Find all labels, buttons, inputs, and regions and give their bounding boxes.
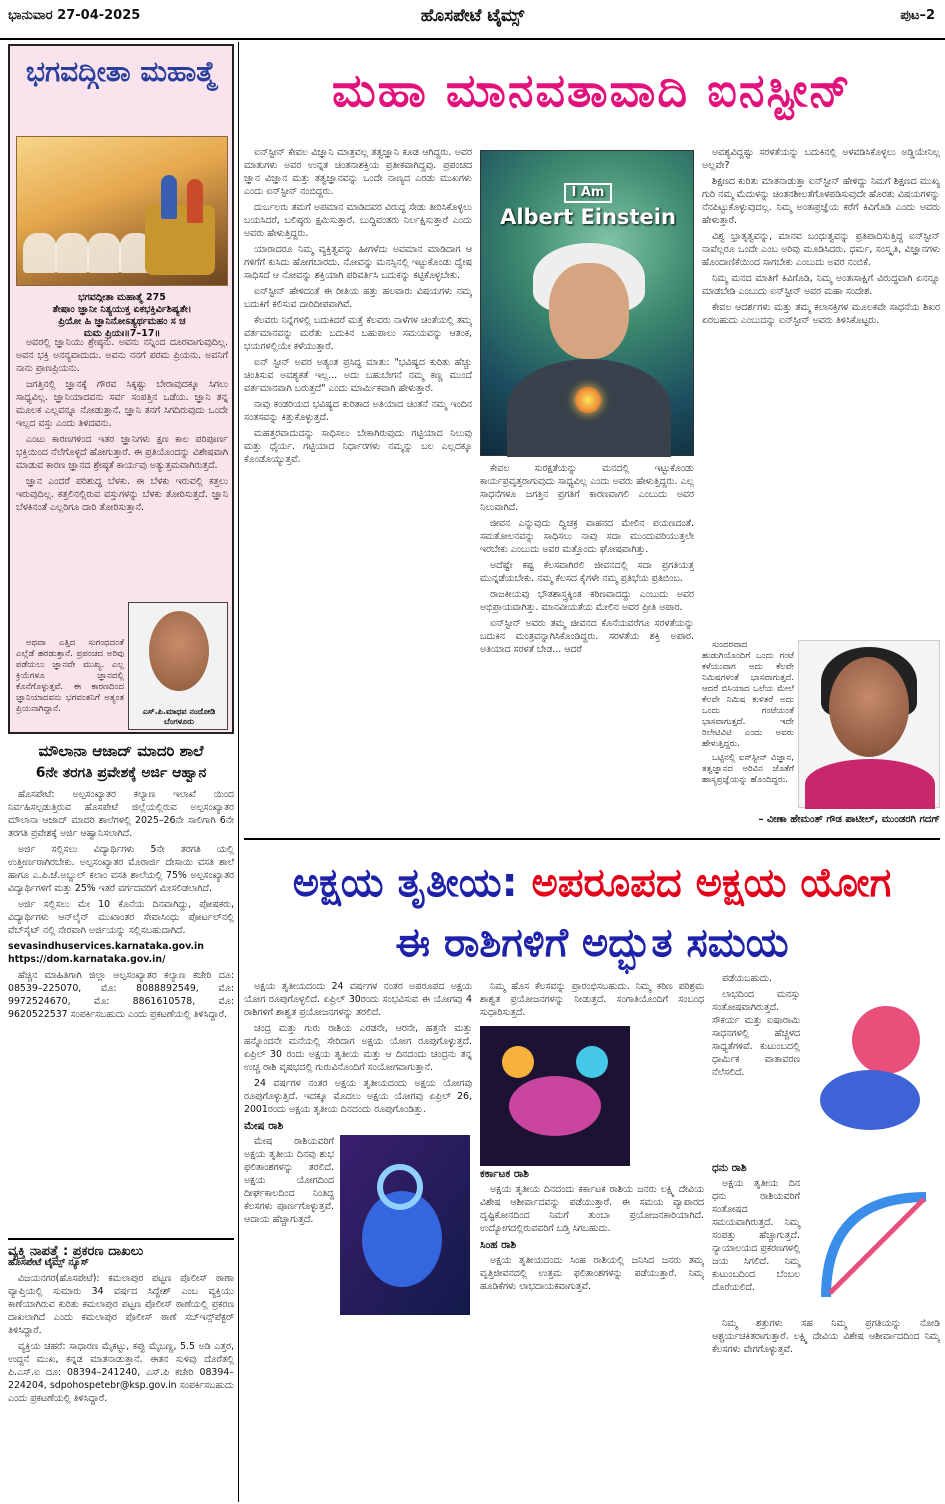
- school-news-headline-2: 6ನೇ ತರಗತಿ ಪ್ರವೇಶಕ್ಕೆ ಅರ್ಜಿ ಆಹ್ವಾನ: [35, 765, 207, 781]
- simha-text: ಅಕ್ಷಯ ತೃತೀಯದಂದು ಸಿಂಹ ರಾಶಿಯಲ್ಲಿ ಜನಿಸಿದ ಜನರು ತಮ್ಮ ವೃತ್ತಿಜೀವನದಲ್ಲಿ ಉತ್ತಮ ಫಲಿತಾಂಶಗಳನ್ನು ಪಡೆಯುತ್ತಾರೆ. ನಿಮ್ಮ ಹೂಡಿಕೆಗಳು ಲಾಭದಾಯಕವಾಗುತ್ತವೆ.: [480, 1255, 704, 1292]
- missing-news-body: [8, 1256, 234, 1500]
- akshaya-col-2: [480, 980, 704, 1500]
- einstein-col-3: [702, 146, 940, 636]
- paragraph: ಅಥವಾ ಎತ್ತಿದ ಸುಗಂಧದಂತೆ ಎಲ್ಲೆಡೆ ಹರಡುತ್ತಾನೆ. ಪ್ರಪಂಚದ ಅರಿವು ಪಡೆಯಲು ಜ್ಞಾನವೇ ಮುಖ್ಯ. ಎಲ್ಲ ಕ್ರಿಯೆಗಳೂ ಜ್ಞಾನದಲ್ಲಿ ಕೊನೆಗೊಳ್ಳುತ್ತವೆ. ಈ ಕಾರಣದಿಂದ ಜ್ಞಾನಿಯಾದವನು ಭಗವಂತನಿಗೆ ಅತ್ಯಂತ ಪ್ರಿಯನಾಗಿದ್ದಾನೆ.: [16, 638, 124, 714]
- dhanu-text: ಅಕ್ಷಯ ತೃತೀಯ ದಿನ ಧನು ರಾಶಿಯವರಿಗೆ ಸಂತೋಷದ ಸಮಯವಾಗಿರುತ್ತದೆ. ನಿಮ್ಮ ಸಂಪತ್ತು ಹೆಚ್ಚಾಗುತ್ತದೆ. ನ್ಯಾಯಾಲಯದ ಪ್ರಕರಣಗಳಲ್ಲಿ ಜಯ ಸಿಗಲಿದೆ. ನಿಮ್ಮ ಕುಟುಂಬದಿಂದ ಬೆಂಬಲ ದೊರೆಯಲಿದೆ.: [712, 1178, 800, 1293]
- paper-name: ಹೊಸಪೇಟೆ ಟೈಮ್ಸ್: [420, 6, 525, 26]
- author-sari: [805, 759, 935, 809]
- dom-karnataka-link[interactable]: https://dom.karnataka.gov.in/: [8, 954, 166, 965]
- left-column-rule: [238, 42, 239, 1502]
- einstein-portrait: [480, 150, 694, 456]
- paragraph: ಅರ್ಜಿ ಸಲ್ಲಿಸಲು ವಿದ್ಯಾರ್ಥಿಗಳು 5ನೇ ತರಗತಿ ಯಲ್ಲಿ ಉತ್ತೀರ್ಣರಾಗಿರಬೇಕು. ಅಲ್ಪಸಂಖ್ಯಾತರ ಮೊರಾರ್ಜಿ ದೇಸಾಯಿ ವಸತಿ ಶಾಲೆ ಹಾಗೂ ಎ.ಪಿ.ಜೆ.ಅಬ್ದುಲ್ ಕಲಾಂ ವಸತಿ ಶಾಲೆಯಲ್ಲಿ 75% ಅಲ್ಪಸಂಖ್ಯಾತರ ವಿದ್ಯಾರ್ಥಿಗಳಿಗೆ ಮತ್ತು 25% ಇತರೆ ವರ್ಗದವರಿಗೆ ಮೀಸಲಿಡಲಾಗಿದೆ.: [8, 844, 234, 894]
- einstein-col-1: [244, 146, 472, 834]
- akshaya-headline-line-1: [244, 856, 940, 910]
- mesha-text: ಮೇಷ ರಾಶಿಯವರಿಗೆ ಅಕ್ಷಯ ತೃತೀಯ ದಿನವು ಶುಭ ಫಲಿತಾಂಶಗಳನ್ನು ತರಲಿದೆ. ಅಕ್ಷಯ ಯೋಗದಿಂದ ದೀರ್ಘಕಾಲದಿಂದ ನಿಂತಿದ್ದ ಕೆಲಸಗಳು ಪೂರ್ಣಗೊಳ್ಳುತ್ತವೆ. ಆದಾಯ ಹೆಚ್ಚಾಗುತ್ತದೆ.: [244, 1136, 334, 1225]
- paragraph: ಸುಂದರವಾದ ಹುಡುಗಿಯೊಂದಿಗೆ ಒಂದು ಗಂಟೆ ಕಳೆಯುವಾಗ ಅದು ಕೆಲವೇ ನಿಮಿಷಗಳಂತೆ ಭಾಸವಾಗುತ್ತದೆ. ಆದರೆ ಬಿಸಿಯಾದ ಒಲೆಯ ಮೇಲೆ ಕೆಲವೇ ನಿಮಿಷ ಕುಳಿತರೆ ಅದು ಒಂದು ಗಂಟೆಯಂತೆ ಭಾಸವಾಗುತ್ತದೆ. ಇದೇ ರಿಲೇಟಿವಿಟಿ ಎಂದು ಅವರು ಹೇಳುತ್ತಿದ್ದರು.: [702, 640, 794, 749]
- akshaya-col-3: [712, 972, 940, 1500]
- author-face: [829, 657, 909, 757]
- school-news-headline: [8, 740, 234, 784]
- einstein-col-2: [480, 462, 694, 834]
- paragraph: ರಾಜಕೀಯವು ಭೌತಶಾಸ್ತ್ರಕ್ಕಿಂತ ಕಠಿಣವಾದದ್ದು ಎಂಬುದು ಅವರ ಅಭಿಪ್ರಾಯವಾಗಿತ್ತು. ಮಾನವೀಯತೆಯ ಮೇಲಿನ ಅವರ ಪ್ರೀತಿ ಅಪಾರ.: [480, 589, 694, 613]
- paragraph: ನಿಮ್ಮ ಮನದ ಮಾತಿಗೆ ಕಿವಿಗೊಡಿ, ನಿಮ್ಮ ಅಂತಃಸಾಕ್ಷಿಗೆ ವಿರುದ್ಧವಾಗಿ ಏನನ್ನೂ ಮಾಡಬೇಡಿ ಎಂಬುದು ಐನ್‌ಸ್ಟೀನ್ ಅವರ ಮಹಾ ಸಂದೇಶ.: [702, 273, 940, 297]
- paragraph: ಐನ್‌ಸ್ಟೀನ್ ಅವರು ತಮ್ಮ ಜೀವನದ ಕೊನೆಯವರೆಗೂ ಸರಳತೆಯನ್ನು ಬದುಕಿನ ಮಂತ್ರವನ್ನಾಗಿಸಿಕೊಂಡಿದ್ದರು. ಸರಳತೆಯ ಶಕ್ತಿ ಅಪಾರ. ಅತಿಯಾದ ಸರಳತೆ ಬೇಡ... ಆದರೆ: [480, 618, 694, 655]
- einstein-face: [549, 263, 629, 359]
- einstein-col-3-lower: [702, 640, 794, 812]
- paragraph: ಜಗತ್ತಿನಲ್ಲಿ ಜ್ಞಾನಕ್ಕೆ ಗೌರವ ಸಿಕ್ಕಷ್ಟು ಬೇರಾವುದಕ್ಕೂ ಸಿಗಲು ಸಾಧ್ಯವಿಲ್ಲ. ಜ್ಞಾನಿಯಾದವನು ಸರ್ವ ಸಂಪತ್ತಿನ ಒಡೆಯ. ಜ್ಞಾನಿ ತನ್ನ ಮೂಲಕ ಎಲ್ಲವನ್ನೂ ನೋಡುತ್ತಾನೆ. ಜ್ಞಾನಿ ತನಗೆ ಸಿಗದಿರುವುದು ಒಂದೇ ಇಲ್ಲದ ವಸ್ತು ಎಂದು ತಿಳಿದವನು.: [16, 379, 228, 429]
- dhanu-title: ಧನು ರಾಶಿ: [712, 1162, 747, 1174]
- masthead: [0, 0, 945, 40]
- paragraph: ಐನ್ ಸ್ಟೀನ್ ಅವರ ಅತ್ಯಂತ ಪ್ರಸಿದ್ಧ ಮಾತು: "ಭವಿಷ್ಯದ ಕುರಿತು ಹೆಚ್ಚು ಚಿಂತಿಸುವ ಅವಶ್ಯಕತೆ ಇಲ್ಲ... ಅದು ಬಹುಬೇಗನೆ ನಮ್ಮ ಕಣ್ಣ ಮುಂದೆ ವರ್ತಮಾನವಾಗಿ ಬರುತ್ತದೆ" ಎಂದು ಮಾರ್ಮಿಕವಾಗಿ ಹೇಳುತ್ತಾರೆ.: [244, 357, 472, 394]
- gita-verse: ಭಗವದ್ಗೀತಾ ಮಹಾತ್ಮೆ 275 ತೇಷಾಂ ಜ್ಞಾನೀ ನಿತ್ಯಯುಕ್ತ ಏಕಭಕ್ತಿರ್ವಿಶಿಷ್ಯತೇ। ಪ್ರಿಯೋ ಹಿ ಜ್ಞಾನಿನೋಽತ್ಯರ್ಥಮಹಂ ಸ ಚ ಮಮ ಪ್ರಿಯಃ॥7–17॥: [52, 292, 192, 339]
- paragraph: ನಾವು ಕಂಡರಿಯದ ಭವಿಷ್ಯದ ಕುರಿತಾದ ಅತಿಯಾದ ಚಿಂತನೆ ನಮ್ಮ ಇಂದಿನ ಸಂತಸವನ್ನು ಕಿತ್ತುಕೊಳ್ಳುತ್ತದೆ.: [244, 399, 472, 423]
- page-number: ಪುಟ–2: [900, 8, 935, 23]
- paragraph: ಅರ್ಜಿ ಸಲ್ಲಿಸಲು ಮೇ 10 ಕೊನೆಯ ದಿನವಾಗಿದ್ದು, ಪೋಷಕರು, ವಿದ್ಯಾರ್ಥಿಗಳು ಆನ್‌ಲೈನ್ ಮುಖಾಂತರ ಸೇವಾಸಿಂಧು ಪೋರ್ಟಲ್‌ನಲ್ಲಿ ವೆಬ್‌ಸೈಟ್ ನಲ್ಲಿ ನೇರವಾಗಿ ಅರ್ಜಿಯನ್ನು ಸಲ್ಲಿಸಬಹುದಾಗಿದೆ.: [8, 899, 234, 936]
- paragraph: ನಿಮ್ಮ ಹೊಸ ಕೆಲಸವನ್ನು ಪ್ರಾರಂಭಿಸಬಹುದು. ನಿಮ್ಮ ಕಠಿಣ ಪರಿಶ್ರಮ ಶಾಶ್ವತ ಪ್ರಯೋಜನಗಳನ್ನು ನೀಡುತ್ತದೆ. ಸಂಗಾತಿಯೊಂದಿಗೆ ಸಂಬಂಧ ಸುಧಾರಿಸುತ್ತದೆ.: [480, 981, 704, 1018]
- horse-shape: [87, 233, 121, 273]
- paragraph: ಕೆಲವರು ನಿನ್ನೆಗಳಲ್ಲಿ ಬದುಕಿದರೆ ಮತ್ತೆ ಕೆಲವರು ನಾಳೆಗಳ ಚಿಂತೆಯಲ್ಲಿ ತಮ್ಮ ವರ್ತಮಾನವನ್ನು ಮರೆತು ಬದುಕಿನ ಬಹುಪಾಲು ಸಮಯವನ್ನು ಆತಂಕ, ಭಯಗಳಲ್ಲಿಯೇ ಕಳೆಯುತ್ತಾರೆ.: [244, 315, 472, 352]
- author-name: ಎಸ್.ಪಿ.ಮಾಧವ ನಂದೋಡಿ: [142, 707, 216, 716]
- paragraph: 24 ವರ್ಷಗಳ ನಂತರ ಅಕ್ಷಯ ತೃತೀಯದಂದು ಅಕ್ಷಯ ಯೋಗವು ರೂಪುಗೊಳ್ಳುತ್ತಿದೆ. ಇದಕ್ಕೂ ಮೊದಲು ಅಕ್ಷಯ ಯೋಗವು ಏಪ್ರಿಲ್ 26, 2001ರಂದು ಅಕ್ಷಯ ತೃತೀಯ ದಿನದಂದು ರೂಪುಗೊಂಡಿತ್ತು.: [244, 1078, 472, 1115]
- paragraph: ಯಾರಾದರೂ ನಿಮ್ಮ ವ್ಯಕ್ತಿತ್ವವನ್ನು ಹೀಗಳೆದು ಅವಮಾನ ಮಾಡಿದಾಗ ಆ ಗಳಿಗೆಗೆ ಕುಸಿದು ಹೋಗಬಾರದು. ನೋವನ್ನು ಮನಸ್ಸಿನಲ್ಲಿ ಇಟ್ಟುಕೊಂಡು ದ್ವೇಷ ಸಾಧಿಸದೆ ಆ ನೋವನ್ನು ಶಕ್ತಿಯಾಗಿ ಪರಿವರ್ತಿಸಿ ಬದುಕನ್ನು ಕಟ್ಟಿಕೊಳ್ಳಬೇಕು.: [244, 244, 472, 281]
- leo-block: [712, 988, 940, 1158]
- paragraph: ಮಹತ್ತರವಾದುದನ್ನು ಸಾಧಿಸಲು ಬೇಕಾಗಿರುವುದು ಗಟ್ಟಿಯಾದ ನಿಲುವು ಮತ್ತು ಧೈರ್ಯ. ಗಟ್ಟಿಯಾದ ನಿರ್ಧಾರಗಳು ನಮ್ಮನ್ನು ಬಲ ಎಲ್ಲದಕ್ಕೂ ಕೊಂಡೊಯ್ಯುತ್ತವೆ.: [244, 428, 472, 465]
- paragraph: ಅದೆಷ್ಟೇ ಕಷ್ಟ ಕೆಲಸವಾಗಿರಲಿ ಜೀವನದಲ್ಲಿ ಸದಾ ಪ್ರಗತಿಯತ್ತ ಮುನ್ನಡೆಯಬೇಕು. ನಮ್ಮ ಕೆಲಸದ ಕೈಗಳೇ ನಮ್ಮ ಪ್ರತಿಭೆಯ ಪ್ರತಿಬಿಂಬ.: [480, 560, 694, 584]
- links-line: [8, 940, 234, 966]
- aries-illustration: [340, 1135, 470, 1315]
- mesha-block: [244, 1135, 472, 1315]
- author-photo-veena: [798, 640, 940, 808]
- contact-paragraph: ಹೆಚ್ಚಿನ ಮಾಹಿತಿಗಾಗಿ ಜಿಲ್ಲಾ ಅಲ್ಪಸಂಖ್ಯಾತರ ಕಲ್ಯಾಣ ಕಚೇರಿ ದೂ: 08539–225070, ಮೊ: 8088892549, ಮೊ: 9972524670, ಮೊ: 8861610578, ಮೊ: 9620522537 ಸಂಪರ್ಕಿಸಬಹುದು ಎಂದು ಪ್ರಕಟಣೆಯಲ್ಲಿ ತಿಳಿಸಿದ್ದಾರೆ.: [8, 970, 234, 1020]
- sagittarius-illustration: [806, 1177, 940, 1317]
- arjuna-figure: [187, 179, 203, 223]
- paragraph: ಐನ್‌ಸ್ಟೀನ್ ಕೇವಲ ವಿಜ್ಞಾನಿ ಮಾತ್ರವಲ್ಲ ತತ್ವಜ್ಞಾನಿ ಕೂಡ ಆಗಿದ್ದರು. ಅವರ ಮಾತುಗಳು ಅವರ ಉನ್ನತ ಚಿಂತನಾಶಕ್ತಿಯ ಪ್ರತೀಕವಾಗಿದ್ದವು. ಪ್ರಪಂಚದ ಜ್ಞಾನ ವಿಜ್ಞಾನ ಮತ್ತು ತತ್ವಜ್ಞಾನವನ್ನು ಒಂದೇ ನಾಣ್ಯದ ಎರಡು ಮುಖಗಳು ಎಂದು ಐನ್‌ಸ್ಟೀನ್ ನಂಬಿದ್ದರು.: [244, 147, 472, 197]
- einstein-banner: [497, 177, 679, 229]
- paragraph: ಪಡೆಯಬಹುದು.: [722, 973, 772, 984]
- paragraph: ಅಕ್ಷಯ ತೃತೀಯದಂದು 24 ವರ್ಷಗಳ ನಂತರ ಅಪರೂಪದ ಅಕ್ಷಯ ಯೋಗ ರೂಪುಗೊಳ್ಳಲಿದೆ. ಏಪ್ರಿಲ್ 30ರಂದು ಸಂಭವಿಸುವ ಈ ಯೋಗವು 4 ರಾಶಿಗಳಿಗೆ ಶಾಶ್ವತ ಪ್ರಯೋಜನಗಳನ್ನು ತರಲಿದೆ.: [244, 981, 472, 1018]
- paragraph: ಹೊಸಪೇಟೆ: ಅಲ್ಪಸಂಖ್ಯಾತರ ಕಲ್ಯಾಣ ಇಲಾಖೆ ಯಿಂದ ನಿರ್ವಹಿಸಲ್ಪಡುತ್ತಿರುವ ಹೊಸಪೇಟೆ ಜಿಲ್ಲೆಯಲ್ಲಿರುವ ಅಲ್ಪಸಂಖ್ಯಾತರ ಮೌಲಾನಾ ಆಜಾದ್ ಮಾದರಿ ಶಾಲೆಗಳಲ್ಲಿ 2025–26ನೇ ಸಾಲಿಗಾಗಿ 6ನೇ ತರಗತಿ ಪ್ರವೇಶಕ್ಕೆ ಅರ್ಜಿ ಆಹ್ವಾನಿಸಲಾಗಿದೆ.: [8, 789, 234, 839]
- gita-title: ಭಗವದ್ಗೀತಾ ಮಹಾತ್ಮೆ: [25, 55, 217, 88]
- horse-shape: [55, 233, 89, 273]
- akshaya-headline-line-2: ಈ ರಾಶಿಗಳಿಗೆ ಅದ್ಭುತ ಸಮಯ: [395, 920, 789, 966]
- school-news-headline-1: ಮೌಲಾನಾ ಆಜಾದ್ ಮಾದರಿ ಶಾಲೆ: [38, 742, 204, 760]
- leo-body: [820, 1070, 920, 1130]
- author-place: ಬೆಂಗಳೂರು: [164, 717, 194, 726]
- krishna-figure: [161, 175, 177, 219]
- crab-claw-left: [502, 1046, 534, 1078]
- i-am-label: I Am: [564, 183, 613, 203]
- atom-icon: [575, 387, 601, 413]
- simha-title: ಸಿಂಹ ರಾಶಿ: [480, 1239, 517, 1251]
- author-caption: [131, 707, 227, 727]
- sagittarius-block: [712, 1177, 940, 1317]
- gita-body: [16, 336, 228, 636]
- crab-body: [509, 1076, 601, 1136]
- paragraph: ಅವರಲ್ಲಿ ಜ್ಞಾನಿಯು ಶ್ರೇಷ್ಠನು. ಅವನು ನನ್ನಿಂದ ದೂರವಾಗುವುದಿಲ್ಲ. ಅವನ ಭಕ್ತಿ ಅನನ್ಯವಾದುದು. ಅವನು ನನಗೆ ಪರಮ ಪ್ರಿಯನು. ಅವನಿಗೆ ನಾನು ಪ್ರಾಣಪ್ರಿಯನು.: [16, 337, 228, 374]
- school-news-body: [8, 788, 234, 1228]
- gita-chariot-illustration: [16, 136, 228, 286]
- leo-mane: [852, 1006, 920, 1074]
- gita-box: [8, 44, 234, 734]
- author-face: [149, 611, 209, 691]
- einstein-author-signature: – ವೀಣಾ ಹೇಮಂತ್ ಗೌಡ ಪಾಟೀಲ್, ಮುಂಡರಗಿ ಗದಗ್: [758, 814, 940, 825]
- chariot-shape: [145, 205, 215, 275]
- leo-text: ಲಾಭದಿಂದ ಮನಸ್ಸು ಸಂತೋಷವಾಗಿರುತ್ತದೆ. ಸೌಕರ್ಯ ಮತ್ತು ಐಷಾರಾಮಿ ಸಾಧನಗಳಲ್ಲಿ ಹೆಚ್ಚಳದ ಸಾಧ್ಯತೆಗಳಿವೆ. ಕುಟುಂಬದಲ್ಲಿ ಧಾರ್ಮಿಕ ವಾತಾವರಣ ನೆಲೆಸಲಿದೆ.: [712, 989, 800, 1078]
- akshaya-col-1: [244, 980, 472, 1500]
- paragraph: ಒಟ್ಟಿನಲ್ಲಿ ಐನ್‌ಸ್ಟೀನ್ ವಿಜ್ಞಾನ, ತತ್ವಜ್ಞಾನದ ಅರಿವಿನ ಜೊತೆಗೆ ಹಾಸ್ಯಪ್ರಜ್ಞೆಯನ್ನು ಹೊಂದಿದ್ದರು.: [702, 753, 794, 785]
- section-divider: [244, 838, 940, 840]
- missing-news-dateline: ಹೊಸಪೇಟೆ ಟೈಮ್ಸ್ ನ್ಯೂಸ್: [8, 1257, 89, 1268]
- author-photo: [128, 602, 228, 730]
- paragraph: ಎಂಟು ಕಾರಣಗಳಿಂದ ಇತರ ಜ್ಞಾನಿಗಳು ಕ್ಷಣ ಕಾಲ ಪರಿಪೂರ್ಣ ಭಕ್ತಿಯಿಂದ ನೆಲೆಗೊಳ್ಳದೆ ಹೋಗುತ್ತಾರೆ. ಈ ಪ್ರತಿಯೊಂದನ್ನು ವಿಶೇಷವಾಗಿ ಮಾಡುವ ಕಾರಣ ಜ್ಞಾನದ ಶ್ರೇಷ್ಠತೆ ಕಾರ್ಯವು ಅತ್ಯುತ್ತಮವಾಗಿರುತ್ತದೆ.: [16, 434, 228, 471]
- crab-claw-right: [576, 1046, 608, 1078]
- paragraph: ಕೇವಲ ಆದರ್ಶಗಳು ಮತ್ತು ತಮ್ಮ ಕಲಾಸಕ್ತಿಗಳ ಮೂಲಕವೇ ಸಾಧನೆಯ ಶಿಖರ ಏರಬಹುದು ಎಂಬುದನ್ನು ಐನ್‌ಸ್ಟೀನ್ ಅವರು ತಿಳಿಸಿಕೊಟ್ಟರು.: [702, 302, 940, 326]
- paragraph: ನಿಮ್ಮ ಶತ್ರುಗಳು ಸಹ ನಿಮ್ಮ ಪ್ರಗತಿಯನ್ನು ನೋಡಿ ಆಶ್ಚರ್ಯಚಕಿತರಾಗುತ್ತಾರೆ. ಲಕ್ಷ್ಮಿ ದೇವಿಯ ವಿಶೇಷ ಆಶೀರ್ವಾದದಿಂದ ನಿಮ್ಮ ಕೆಲಸಗಳು ವೇಗಗೊಳ್ಳುತ್ತವೆ.: [712, 1318, 940, 1355]
- paragraph: ದುರ್ಬಲರು ತಮಗೆ ಅಪಮಾನ ಮಾಡಿದವರ ವಿರುದ್ಧ ಸೇಡು ತೀರಿಸಿಕೊಳ್ಳಲು ಬಯಸಿದರೆ, ಬಲಿಷ್ಠರು ಕ್ಷಮಿಸುತ್ತಾರೆ. ಬುದ್ಧಿವಂತರು ನಿರ್ಲಕ್ಷಿಸುತ್ತಾರೆ ಎಂದು ಅವರು ಹೇಳುತ್ತಿದ್ದರು.: [244, 202, 472, 239]
- paragraph: ವಿಜಯನಗರ(ಹೊಸಪೇಟೆ): ಕಮಲಾಪುರ ಪಟ್ಟಣ ಪೊಲೀಸ್ ಠಾಣಾ ವ್ಯಾಪ್ತಿಯಲ್ಲಿ ಸುಮಾರು 34 ವರ್ಷದ ಸಿದ್ದೇಶ್ ಎಂಬ ವ್ಯಕ್ತಿಯು ಕಾಣೆಯಾಗಿರುವ ಕುರಿತು ಕಮಲಾಪುರ ಪಟ್ಟಣ ಪೊಲೀಸ್ ಠಾಣೆಯಲ್ಲಿ ಪ್ರಕರಣ ದಾಖಲಾಗಿದೆ ಎಂದು ಕಮಲಾಪುರ ಪೊಲೀಸ್ ಠಾಣೆ ಸಬ್‌ಇನ್ಸ್‌ಪೆಕ್ಟರ್ ತಿಳಿಸಿದ್ದಾರೆ.: [8, 1273, 234, 1336]
- paragraph: ಜೀವನ ಎನ್ನುವುದು ದ್ವಿಚಕ್ರ ವಾಹನದ ಮೇಲಿನ ಪಯಣದಂತೆ. ಸಮತೋಲನವನ್ನು ಸಾಧಿಸಲು ನಾವು ಸದಾ ಮುಂದುವರಿಯುತ್ತಲೇ ಇರಬೇಕು ಎಂಬುದು ಅವರ ಮತ್ತೊಂದು ಘೋಷವಾಗಿತ್ತು.: [480, 518, 694, 555]
- mesha-title: ಮೇಷ ರಾಶಿ: [244, 1120, 284, 1132]
- paragraph: ಕೇವಲ ಸುರಕ್ಷತೆಯನ್ನು ಮನದಲ್ಲಿ ಇಟ್ಟುಕೊಂಡು ಕಾರ್ಯಪ್ರವೃತ್ತರಾಗುವುದು ಸಾಧ್ಯವಿಲ್ಲ ಎಂದು ಅವರು ಹೇಳುತ್ತಿದ್ದರು. ಎಲ್ಲ ಸಾಧನೆಗಳೂ ಜಗತ್ತಿನ ಪ್ರಗತಿಗೆ ಕಾರಣವಾಗಲಿ ಎಂಬುದು ಅವರ ನಿಲುವಾಗಿದೆ.: [480, 463, 694, 513]
- akshaya-headline-part-2: ಅಪರೂಪದ ಅಕ್ಷಯ ಯೋಗ: [531, 860, 892, 906]
- karkataka-text: ಅಕ್ಷಯ ತೃತೀಯ ದಿನದಂದು ಕರ್ಕಾಟಕ ರಾಶಿಯ ಜನರು ಲಕ್ಷ್ಮಿ ದೇವಿಯ ವಿಶೇಷ ಆಶೀರ್ವಾದವನ್ನು ಪಡೆಯುತ್ತಾರೆ. ಈ ಸಮಯ ವ್ಯಾಪಾರದ ದೃಷ್ಟಿಕೋನದಿಂದ ನಿಮಗೆ ತುಂಬಾ ಪ್ರಯೋಜನಕಾರಿಯಾಗಿದೆ. ಉದ್ಯೋಗದಲ್ಲಿರುವವರಿಗೆ ಬಡ್ತಿ ಸಿಗಬಹುದು.: [480, 1184, 704, 1234]
- paragraph: ವಿಶ್ವ ಭ್ರಾತೃತ್ವವನ್ನು, ಮಾನವ ಬಂಧುತ್ವವನ್ನು ಪ್ರತಿಪಾದಿಸುತ್ತಿದ್ದ ಐನ್‌ಸ್ಟೀನ್ ನಾವೆಲ್ಲರೂ ಒಂದೇ ಎಂಬ ಅರಿವು ಮೂಡಿಸಿದರು. ಧರ್ಮ, ಸಂಸ್ಕೃತಿ, ವಿಜ್ಞಾನಗಳು ಹೊಂದಾಣಿಕೆಯಿಂದ ಸಾಗಬೇಕು ಎಂಬುದು ಅವರ ನಂಬಿಕೆ.: [702, 231, 940, 268]
- horse-shape: [23, 233, 57, 273]
- gita-body-lower: [16, 638, 124, 732]
- karkataka-title: ಕರ್ಕಾಟಕ ರಾಶಿ: [480, 1168, 529, 1180]
- paragraph: ಶಿಕ್ಷಣದ ಕುರಿತು ಮಾತನಾಡುತ್ತಾ ಐನ್‌ಸ್ಟೀನ್ ಹೇಳಿದ್ದು ನಿಮಗೆ ಶಿಕ್ಷಣದ ಮುಖ್ಯ ಗುರಿ ನಮ್ಮ ಮೆದುಳನ್ನು ಚಿಂತನಶೀಲತೆಗೊಳಪಡಿಸುವುದೇ ಹೊರತು ವಿಷಯಗಳನ್ನು ನೆನಪಿಟ್ಟುಕೊಳ್ಳುವುದಲ್ಲ. ನಿಮ್ಮ ಅಂತಃಪ್ರಜ್ಞೆಯ ಕರೆಗೆ ಕಿವಿಗೊಡಿ ಎಂದು ಅವರು ಹೇಳುತ್ತಾರೆ.: [702, 176, 940, 226]
- paragraph: ಅವಶ್ಯವಿದ್ದಷ್ಟು ಸರಳತೆಯನ್ನು ಬದುಕಿನಲ್ಲಿ ಅಳವಡಿಸಿಕೊಳ್ಳಲು ಅಡ್ಡಿಯೇನಿಲ್ಲ ಅಲ್ಲವೇ?: [702, 147, 940, 171]
- issue-date: ಭಾನುವಾರ 27-04-2025: [8, 8, 141, 23]
- paragraph: ಐನ್‌ಸ್ಟೀನ್ ಹೇಳಿದಂತೆ ಈ ರೀತಿಯ ಹತ್ತು ಹಲವಾರು ವಿಷಯಗಳು ನಮ್ಮ ಬದುಕಿಗೆ ಕಲಿಸುವ ದಾರಿದೀಪವಾಗಿವೆ.: [244, 286, 472, 310]
- einstein-headline: ಮಹಾ ಮಾನವತಾವಾದಿ ಐನಸ್ಟೀನ್: [332, 63, 852, 117]
- akshaya-headline-part-1: ಅಕ್ಷಯ ತೃತೀಯ:: [292, 860, 518, 906]
- sevasindhu-link[interactable]: sevasindhuservices.karnataka.gov.in: [8, 941, 204, 952]
- albert-einstein-label: Albert Einstein: [500, 205, 676, 229]
- cancer-illustration: [480, 1026, 630, 1166]
- leo-illustration: [806, 988, 940, 1158]
- paragraph: ವ್ಯಕ್ತಿಯ ಚಹರೆ: ಸಾಧಾರಣ ಮೈಕಟ್ಟು, ಕಪ್ಪು ಮೈಬಣ್ಣ, 5.5 ಅಡಿ ಎತ್ತರ, ಉದ್ದನೆ ಮುಖ, ಕನ್ನಡ ಮಾತನಾಡುತ್ತಾನೆ. ಈತನ ಸುಳಿವು ದೊರೆತಲ್ಲಿ ಪಿ.ಎಸ್.ಐ ದೂ: 08394–241240, ಎಸ್.ಪಿ ಕಚೇರಿ 08394–224204, sdpohospetebr@ksp.gov.in ಸಂಪರ್ಕಿಸಬಹುದು ಎಂದು ಪ್ರಕಟಣೆಯಲ್ಲಿ ತಿಳಿಸಿದ್ದಾರೆ.: [8, 1341, 234, 1404]
- paragraph: ಜ್ಞಾನ ಎಂದರೆ ಪರಿಶುದ್ಧ ಬೆಳಕು. ಈ ಬೆಳಕು ಇರುವಲ್ಲಿ ಕತ್ತಲು ಇರುವುದಿಲ್ಲ. ಕತ್ತಲಿನಲ್ಲಿರುವ ವಸ್ತುಗಳನ್ನು ಬೆಳಕು ತೋರಿಸುತ್ತದೆ. ಜ್ಞಾನಿ ಬೆಳಕಿನಂತೆ ಎಲ್ಲರಿಗೂ ದಾರಿ ತೋರಿಸುತ್ತಾನೆ.: [16, 476, 228, 513]
- missing-news-title: ವ್ಯಕ್ತಿ ನಾಪತ್ತೆ : ಪ್ರಕರಣ ದಾಖಲು: [8, 1238, 234, 1259]
- paragraph: ಚಂದ್ರ ಮತ್ತು ಗುರು ರಾಶಿಯ ಎರಡನೇ, ಆರನೇ, ಹತ್ತನೇ ಮತ್ತು ಹನ್ನೊಂದನೇ ಮನೆಯಲ್ಲಿ ಸೇರಿದಾಗ ಅಕ್ಷಯ ಯೋಗ ರೂಪುಗೊಳ್ಳುತ್ತದೆ. ಏಪ್ರಿಲ್ 30 ರಂದು ಅಕ್ಷಯ ತೃತೀಯ ಮತ್ತು ಆ ದಿನದಂದು ಚಂದ್ರನು ತನ್ನ ಉಚ್ಚ ರಾಶಿ ವೃಷಭದಲ್ಲಿ ಗುರುವಿನೊಂದಿಗೆ ಸಂಯೋಗವಾಗುತ್ತಾನೆ.: [244, 1023, 472, 1073]
